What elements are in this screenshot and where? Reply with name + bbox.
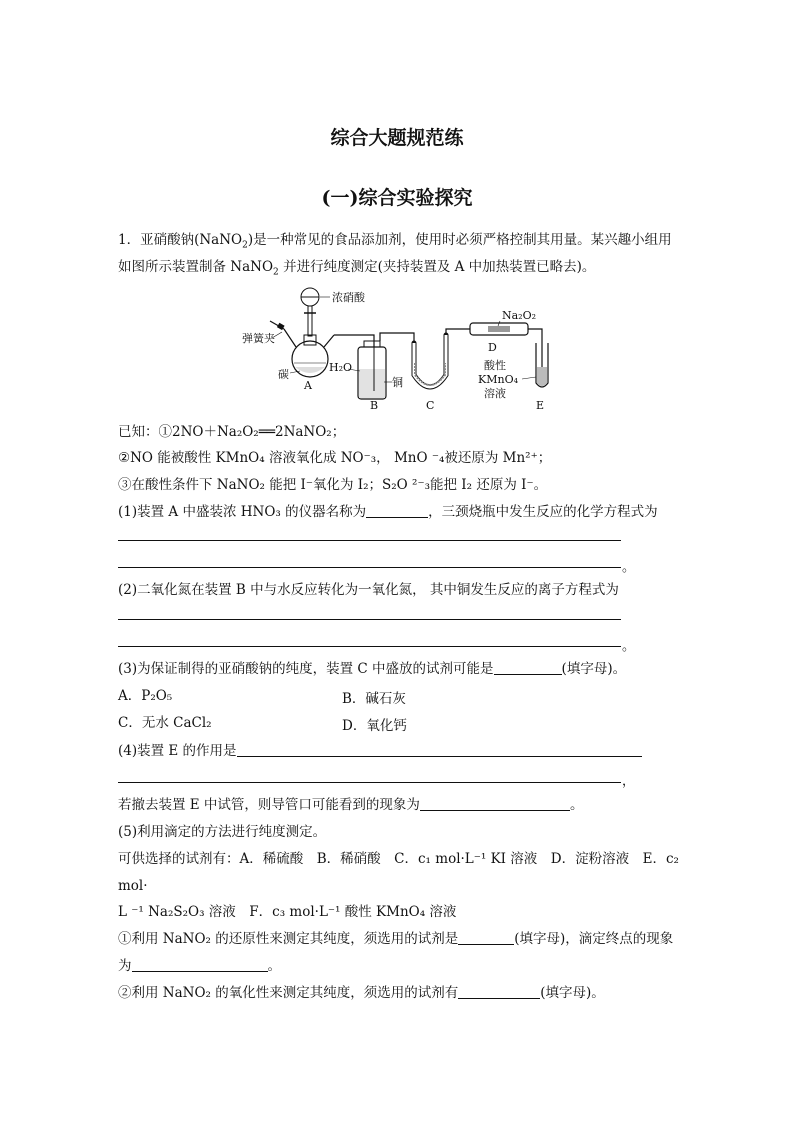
part5-question: (5)利用滴定的方法进行纯度测定。: [118, 824, 327, 840]
answer-line[interactable]: [118, 619, 621, 620]
label-e: E: [536, 399, 545, 412]
answer-blank[interactable]: [132, 957, 268, 972]
reagents-line3: L ⁻¹ Na₂S₂O₃ 溶液 F．c₃ mol·L⁻¹ 酸性 KMnO₄ 溶液: [118, 904, 457, 920]
reagents-line1: 可供选择的试剂有：A．稀硫酸 B．稀硝酸 C．c₁ mol·L⁻¹ KI 溶液 D．淀粉溶液 E．c₂: [118, 851, 679, 867]
known-line3: ③在酸性条件下 NaNO₂ 能把 I⁻氧化为 I₂；S₂O ²⁻₃能把 I₂ 还原为 I⁻。: [118, 477, 548, 493]
label-b: B: [370, 399, 379, 412]
part5-sub2: ②利用 NaNO₂ 的氧化性来测定其纯度，须选用的试剂有 (填字母)。: [118, 985, 605, 1001]
answer-blank[interactable]: [420, 796, 570, 811]
answer-line[interactable]: [118, 540, 621, 541]
answer-line[interactable]: [118, 567, 621, 568]
label-spring-clip: 弹簧夹: [242, 332, 275, 345]
end-mark: 。: [622, 639, 636, 654]
label-d: D: [488, 341, 497, 354]
label-carbon: 碳: [278, 368, 289, 381]
option-a: A．P₂O₅: [118, 688, 173, 704]
answer-blank[interactable]: [458, 984, 540, 999]
page-title: 综合大题规范练: [330, 127, 464, 149]
label-a: A: [304, 379, 312, 392]
label-water: H₂O: [329, 361, 353, 374]
answer-blank[interactable]: [458, 930, 514, 945]
section-title: (一)综合实验探究: [321, 187, 473, 209]
label-c: C: [426, 399, 435, 412]
label-copper: 铜: [392, 376, 403, 389]
known-line1: 已知：①2NO＋Na₂O₂══2NaNO₂；: [118, 424, 346, 440]
label-sodium-peroxide: Na₂O₂: [502, 309, 537, 322]
question-intro-line1: 1．亚硝酸钠(NaNO$_2$)是一种常见的食品添加剂，使用时必须严格控制其用量。某兴趣小组用: [118, 232, 672, 251]
answer-blank[interactable]: [237, 742, 642, 757]
end-mark: ，: [622, 774, 636, 789]
option-b: B．碱石灰: [342, 691, 406, 707]
label-kmno4: KMnO₄: [478, 373, 518, 386]
part4-question-2: 若撤去装置 E 中试管，则导管口可能看到的现象为 。: [118, 797, 584, 813]
end-mark: 。: [622, 560, 636, 575]
option-c: C．无水 CaCl₂: [118, 715, 212, 731]
apparatus-figure: [238, 283, 558, 415]
label-solution: 溶液: [484, 387, 506, 400]
option-d: D．氧化钙: [342, 718, 407, 734]
question-intro-line2: 如图所示装置制备 NaNO$_2$ 并进行纯度测定(夹持装置及 A 中加热装置已略去)。: [118, 259, 596, 278]
dropping-funnel-stem: [308, 306, 312, 336]
answer-line[interactable]: [118, 782, 621, 783]
answer-blank[interactable]: [494, 660, 562, 675]
answer-line[interactable]: [118, 646, 621, 647]
label-acidic: 酸性: [484, 359, 506, 372]
part5-sub1-cont: 为 。: [118, 958, 281, 974]
part5-sub1: ①利用 NaNO₂ 的还原性来测定其纯度，须选用的试剂是 (填字母)，滴定终点的现象: [118, 931, 674, 947]
known-line2: ②NO 能被酸性 KMnO₄ 溶液氧化成 NO⁻₃， MnO ⁻₄被还原为 Mn²⁺；: [118, 450, 552, 466]
label-concentrated-nitric-acid: 浓硝酸: [332, 291, 365, 304]
part2-question: (2)二氧化氮在装置 B 中与水反应转化为一氧化氮， 其中铜发生反应的离子方程式为: [118, 582, 619, 598]
reagents-line2: mol·: [118, 878, 148, 894]
answer-blank[interactable]: [366, 503, 428, 518]
part3-question: (3)为保证制得的亚硝酸钠的纯度，装置 C 中盛放的试剂可能是 (填字母)。: [118, 661, 627, 677]
part4-question: (4)装置 E 的作用是: [118, 742, 642, 760]
part1-question: (1)装置 A 中盛装浓 HNO₃ 的仪器名称为 ，三颈烧瓶中发生反应的化学方程式为: [118, 504, 658, 520]
